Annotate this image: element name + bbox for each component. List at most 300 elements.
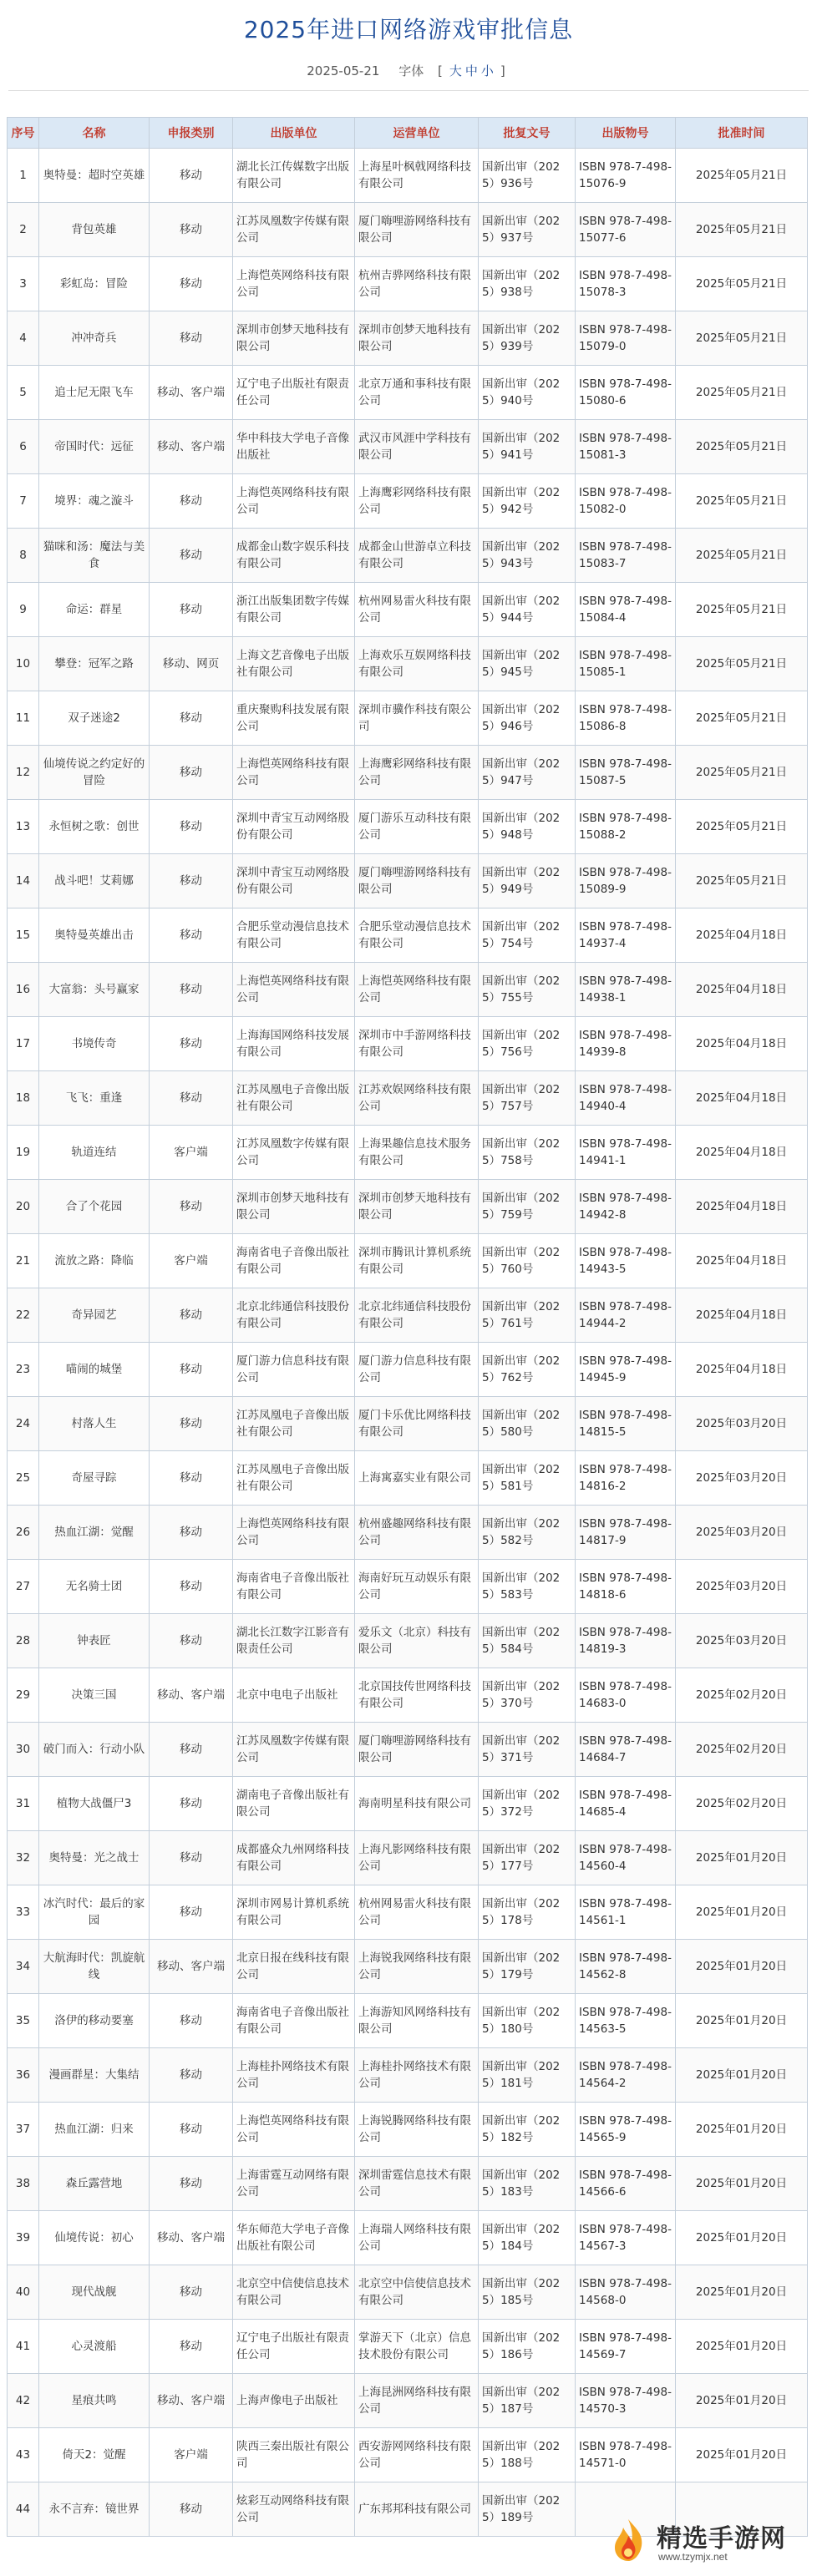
cell-game-name: 背包英雄: [39, 203, 150, 257]
cell-publisher: 北京中电电子出版社: [233, 1668, 355, 1723]
cell-row-number: 27: [8, 1560, 39, 1614]
cell-game-name: 森丘露营地: [39, 2157, 150, 2211]
table-row: [8, 1126, 808, 1180]
cell-game-name: 仙境传说：初心: [39, 2211, 150, 2265]
cell-category: 移动: [150, 474, 233, 529]
cell-isbn: ISBN 978-7-498-14944-2: [576, 1288, 676, 1343]
cell-publisher: 上海恺英网络科技有限公司: [233, 257, 355, 311]
table-row: [8, 1506, 808, 1560]
cell-category: 移动: [150, 746, 233, 800]
cell-approval-number: 国新出审（2025）946号: [479, 691, 576, 746]
cell-approval-number: 国新出审（2025）939号: [479, 311, 576, 366]
cell-approval-number: 国新出审（2025）178号: [479, 1885, 576, 1940]
cell-approval-date: 2025年04月18日: [676, 1234, 808, 1288]
cell-isbn: ISBN 978-7-498-14571-0: [576, 2428, 676, 2482]
cell-approval-date: 2025年05月21日: [676, 854, 808, 908]
cell-category: 移动: [150, 963, 233, 1017]
cell-approval-date: 2025年03月20日: [676, 1451, 808, 1506]
cell-approval-number: 国新出审（2025）580号: [479, 1397, 576, 1451]
cell-operator: 厦门嗨哩游网络科技有限公司: [355, 1723, 479, 1777]
cell-game-name: 流放之路：降临: [39, 1234, 150, 1288]
cell-category: 移动、客户端: [150, 1668, 233, 1723]
cell-approval-number: 国新出审（2025）371号: [479, 1723, 576, 1777]
flame-logo-icon: [605, 2516, 652, 2563]
cell-category: 客户端: [150, 1234, 233, 1288]
table-row: [8, 1723, 808, 1777]
cell-publisher: 成都金山数字娱乐科技有限公司: [233, 529, 355, 583]
cell-category: 移动: [150, 1451, 233, 1506]
cell-approval-number: 国新出审（2025）947号: [479, 746, 576, 800]
cell-row-number: 39: [8, 2211, 39, 2265]
cell-approval-date: 2025年01月20日: [676, 1994, 808, 2048]
cell-category: 移动: [150, 2265, 233, 2320]
cell-operator: 深圳市创梦天地科技有限公司: [355, 1180, 479, 1234]
cell-publisher: 陕西三秦出版社有限公司: [233, 2428, 355, 2482]
cell-category: 移动: [150, 1994, 233, 2048]
cell-isbn: ISBN 978-7-498-15076-9: [576, 149, 676, 203]
table-row: [8, 203, 808, 257]
cell-isbn: ISBN 978-7-498-14818-6: [576, 1560, 676, 1614]
cell-approval-number: 国新出审（2025）184号: [479, 2211, 576, 2265]
cell-approval-number: 国新出审（2025）180号: [479, 1994, 576, 2048]
cell-game-name: 永恒树之歌：创世: [39, 800, 150, 854]
cell-game-name: 帝国时代：远征: [39, 420, 150, 474]
table-row: [8, 2157, 808, 2211]
cell-category: 移动: [150, 908, 233, 963]
cell-row-number: 5: [8, 366, 39, 420]
cell-publisher: 上海恺英网络科技有限公司: [233, 2103, 355, 2157]
cell-operator: 成都金山世游卓立科技有限公司: [355, 529, 479, 583]
cell-game-name: 仙境传说之约定好的冒险: [39, 746, 150, 800]
cell-publisher: 辽宁电子出版社有限责任公司: [233, 366, 355, 420]
cell-approval-date: 2025年04月18日: [676, 1180, 808, 1234]
cell-category: 移动: [150, 149, 233, 203]
cell-isbn: ISBN 978-7-498-14943-5: [576, 1234, 676, 1288]
cell-isbn: ISBN 978-7-498-14685-4: [576, 1777, 676, 1831]
cell-category: 移动: [150, 203, 233, 257]
cell-approval-number: 国新出审（2025）754号: [479, 908, 576, 963]
header-game-name: 名称: [39, 118, 150, 149]
cell-approval-date: 2025年01月20日: [676, 2157, 808, 2211]
cell-game-name: 冰汽时代：最后的家园: [39, 1885, 150, 1940]
cell-row-number: 31: [8, 1777, 39, 1831]
cell-row-number: 32: [8, 1831, 39, 1885]
cell-operator: 北京国技传世网络科技有限公司: [355, 1668, 479, 1723]
cell-publisher: 上海文艺音像电子出版社有限公司: [233, 637, 355, 691]
cell-category: 移动: [150, 691, 233, 746]
cell-game-name: 飞飞：重逢: [39, 1071, 150, 1126]
cell-operator: 上海恺英网络科技有限公司: [355, 963, 479, 1017]
cell-category: 移动: [150, 257, 233, 311]
cell-row-number: 28: [8, 1614, 39, 1668]
cell-row-number: 20: [8, 1180, 39, 1234]
cell-approval-date: 2025年05月21日: [676, 583, 808, 637]
cell-approval-number: 国新出审（2025）941号: [479, 420, 576, 474]
article-meta: [0, 62, 817, 79]
cell-game-name: 现代战舰: [39, 2265, 150, 2320]
cell-category: 移动、客户端: [150, 420, 233, 474]
cell-row-number: 2: [8, 203, 39, 257]
cell-isbn: ISBN 978-7-498-14568-0: [576, 2265, 676, 2320]
cell-game-name: 喵闹的城堡: [39, 1343, 150, 1397]
cell-isbn: ISBN 978-7-498-14562-8: [576, 1940, 676, 1994]
table-row: [8, 2048, 808, 2103]
table-row: [8, 366, 808, 420]
cell-publisher: 北京日报在线科技有限公司: [233, 1940, 355, 1994]
cell-approval-date: 2025年05月21日: [676, 637, 808, 691]
cell-category: 移动、客户端: [150, 1940, 233, 1994]
cell-approval-date: 2025年04月18日: [676, 1288, 808, 1343]
cell-game-name: 合了个花园: [39, 1180, 150, 1234]
cell-game-name: 命运：群星: [39, 583, 150, 637]
cell-row-number: 40: [8, 2265, 39, 2320]
cell-approval-number: 国新出审（2025）761号: [479, 1288, 576, 1343]
cell-publisher: 海南省电子音像出版社有限公司: [233, 1234, 355, 1288]
cell-publisher: 江苏凤凰电子音像出版社有限公司: [233, 1451, 355, 1506]
table-row: [8, 420, 808, 474]
cell-row-number: 36: [8, 2048, 39, 2103]
cell-operator: 北京空中信使信息技术有限公司: [355, 2265, 479, 2320]
cell-publisher: 江苏凤凰数字传媒有限公司: [233, 1723, 355, 1777]
table-row: [8, 963, 808, 1017]
cell-approval-date: 2025年01月20日: [676, 2211, 808, 2265]
cell-approval-number: 国新出审（2025）937号: [479, 203, 576, 257]
cell-row-number: 34: [8, 1940, 39, 1994]
cell-publisher: 北京空中信使信息技术有限公司: [233, 2265, 355, 2320]
cell-operator: 武汉市风涯中学科技有限公司: [355, 420, 479, 474]
cell-game-name: 奥特曼英雄出击: [39, 908, 150, 963]
cell-approval-date: 2025年01月20日: [676, 2320, 808, 2374]
cell-publisher: 上海声像电子出版社: [233, 2374, 355, 2428]
cell-category: 移动: [150, 2048, 233, 2103]
cell-game-name: 战斗吧！艾莉娜: [39, 854, 150, 908]
cell-publisher: 炫彩互动网络科技有限公司: [233, 2482, 355, 2537]
cell-approval-date: 2025年02月20日: [676, 1723, 808, 1777]
cell-approval-number: 国新出审（2025）949号: [479, 854, 576, 908]
cell-operator: 上海欢乐互娱网络科技有限公司: [355, 637, 479, 691]
table-row: [8, 746, 808, 800]
watermark-name: 精选手游网: [657, 2524, 786, 2553]
table-row: [8, 149, 808, 203]
cell-row-number: 6: [8, 420, 39, 474]
cell-operator: 上海鹰彩网络科技有限公司: [355, 474, 479, 529]
cell-approval-number: 国新出审（2025）581号: [479, 1451, 576, 1506]
cell-operator: 西安游网网络科技有限公司: [355, 2428, 479, 2482]
cell-category: 移动: [150, 1723, 233, 1777]
cell-category: 移动: [150, 1506, 233, 1560]
cell-game-name: 植物大战僵尸3: [39, 1777, 150, 1831]
cell-publisher: 上海恺英网络科技有限公司: [233, 963, 355, 1017]
cell-isbn: ISBN 978-7-498-14569-7: [576, 2320, 676, 2374]
cell-publisher: 深圳中青宝互动网络股份有限公司: [233, 800, 355, 854]
cell-category: 移动: [150, 2482, 233, 2537]
table-row: [8, 854, 808, 908]
cell-approval-number: 国新出审（2025）372号: [479, 1777, 576, 1831]
cell-approval-number: 国新出审（2025）755号: [479, 963, 576, 1017]
cell-approval-number: 国新出审（2025）582号: [479, 1506, 576, 1560]
cell-game-name: 彩虹岛：冒险: [39, 257, 150, 311]
cell-row-number: 44: [8, 2482, 39, 2537]
table-row: [8, 1940, 808, 1994]
cell-isbn: ISBN 978-7-498-14938-1: [576, 963, 676, 1017]
cell-game-name: 冲冲奇兵: [39, 311, 150, 366]
cell-game-name: 大富翁：头号赢家: [39, 963, 150, 1017]
table-row: [8, 257, 808, 311]
cell-game-name: 热血江湖：觉醒: [39, 1506, 150, 1560]
cell-approval-date: 2025年01月20日: [676, 1940, 808, 1994]
cell-row-number: 17: [8, 1017, 39, 1071]
cell-isbn: ISBN 978-7-498-15086-8: [576, 691, 676, 746]
cell-isbn: ISBN 978-7-498-14570-3: [576, 2374, 676, 2428]
table-row: [8, 1288, 808, 1343]
cell-row-number: 9: [8, 583, 39, 637]
cell-category: 移动: [150, 1343, 233, 1397]
cell-row-number: 3: [8, 257, 39, 311]
cell-approval-date: 2025年01月20日: [676, 2265, 808, 2320]
cell-operator: 上海游知风网络科技有限公司: [355, 1994, 479, 2048]
cell-approval-number: 国新出审（2025）942号: [479, 474, 576, 529]
cell-approval-number: 国新出审（2025）936号: [479, 149, 576, 203]
cell-game-name: 决策三国: [39, 1668, 150, 1723]
cell-isbn: ISBN 978-7-498-14683-0: [576, 1668, 676, 1723]
table-row: [8, 800, 808, 854]
cell-operator: 深圳市骥作科技有限公司: [355, 691, 479, 746]
cell-publisher: 湖北长江数字江影音有限责任公司: [233, 1614, 355, 1668]
header-category: 申报类别: [150, 118, 233, 149]
cell-game-name: 星痕共鸣: [39, 2374, 150, 2428]
cell-operator: 上海鹰彩网络科技有限公司: [355, 746, 479, 800]
cell-row-number: 24: [8, 1397, 39, 1451]
cell-game-name: 无名骑士团: [39, 1560, 150, 1614]
cell-game-name: 破门而入：行动小队: [39, 1723, 150, 1777]
cell-approval-number: 国新出审（2025）762号: [479, 1343, 576, 1397]
cell-isbn: ISBN 978-7-498-15088-2: [576, 800, 676, 854]
cell-row-number: 33: [8, 1885, 39, 1940]
cell-row-number: 7: [8, 474, 39, 529]
table-row: [8, 1397, 808, 1451]
table-row: [8, 1831, 808, 1885]
cell-operator: 北京北纬通信科技股份有限公司: [355, 1288, 479, 1343]
cell-row-number: 42: [8, 2374, 39, 2428]
table-row: [8, 2320, 808, 2374]
cell-game-name: 奇屋寻踪: [39, 1451, 150, 1506]
cell-approval-date: 2025年04月18日: [676, 1343, 808, 1397]
cell-approval-date: 2025年03月20日: [676, 1560, 808, 1614]
cell-game-name: 奥特曼：超时空英雄: [39, 149, 150, 203]
table-row: [8, 691, 808, 746]
table-row: [8, 1668, 808, 1723]
page-title: 2025年进口网络游戏审批信息: [243, 16, 574, 43]
cell-row-number: 30: [8, 1723, 39, 1777]
table-row: [8, 637, 808, 691]
cell-approval-date: 2025年03月20日: [676, 1614, 808, 1668]
cell-isbn: ISBN 978-7-498-14566-6: [576, 2157, 676, 2211]
cell-operator: 深圳市中手游网络科技有限公司: [355, 1017, 479, 1071]
cell-operator: 海南明星科技有限公司: [355, 1777, 479, 1831]
cell-category: 移动: [150, 2320, 233, 2374]
table-row: [8, 1614, 808, 1668]
cell-category: 移动、客户端: [150, 366, 233, 420]
cell-approval-number: 国新出审（2025）940号: [479, 366, 576, 420]
cell-approval-date: 2025年04月18日: [676, 963, 808, 1017]
cell-operator: 深圳雷霆信息技术有限公司: [355, 2157, 479, 2211]
cell-isbn: ISBN 978-7-498-14560-4: [576, 1831, 676, 1885]
cell-operator: 北京万通和事科技有限公司: [355, 366, 479, 420]
cell-approval-date: 2025年02月20日: [676, 1777, 808, 1831]
font-large-link[interactable]: 大: [449, 63, 462, 78]
header-row-number: 序号: [8, 118, 39, 149]
cell-operator: 上海凡影网络科技有限公司: [355, 1831, 479, 1885]
header-approval-date: 批准时间: [676, 118, 808, 149]
table-row: [8, 1885, 808, 1940]
cell-game-name: 漫画群星：大集结: [39, 2048, 150, 2103]
cell-publisher: 江苏凤凰电子音像出版社有限公司: [233, 1071, 355, 1126]
cell-category: 客户端: [150, 2428, 233, 2482]
table-row: [8, 908, 808, 963]
header-approval-number: 批复文号: [479, 118, 576, 149]
cell-publisher: 深圳市网易计算机系统有限公司: [233, 1885, 355, 1940]
cell-publisher: 江苏凤凰数字传媒有限公司: [233, 203, 355, 257]
cell-approval-number: 国新出审（2025）945号: [479, 637, 576, 691]
cell-approval-number: 国新出审（2025）182号: [479, 2103, 576, 2157]
cell-approval-date: 2025年03月20日: [676, 1397, 808, 1451]
cell-operator: 杭州吉骅网络科技有限公司: [355, 257, 479, 311]
cell-approval-number: 国新出审（2025）177号: [479, 1831, 576, 1885]
cell-row-number: 15: [8, 908, 39, 963]
font-medium-link[interactable]: 中: [464, 63, 478, 78]
header-publisher: 出版单位: [233, 118, 355, 149]
cell-row-number: 8: [8, 529, 39, 583]
table-row: [8, 1777, 808, 1831]
cell-operator: 厦门嗨哩游网络科技有限公司: [355, 203, 479, 257]
table-row: [8, 474, 808, 529]
cell-publisher: 重庆聚购科技发展有限公司: [233, 691, 355, 746]
header-isbn: 出版物号: [576, 118, 676, 149]
cell-category: 移动: [150, 1288, 233, 1343]
cell-approval-date: 2025年05月21日: [676, 203, 808, 257]
cell-approval-number: 国新出审（2025）181号: [479, 2048, 576, 2103]
cell-publisher: 辽宁电子出版社有限责任公司: [233, 2320, 355, 2374]
cell-operator: 上海瑞人网络科技有限公司: [355, 2211, 479, 2265]
font-small-link[interactable]: 小: [480, 63, 494, 78]
cell-operator: 合肥乐堂动漫信息技术有限公司: [355, 908, 479, 963]
cell-operator: 爱乐文（北京）科技有限公司: [355, 1614, 479, 1668]
table-row: [8, 529, 808, 583]
cell-row-number: 23: [8, 1343, 39, 1397]
cell-game-name: 钟表匠: [39, 1614, 150, 1668]
table-header-row: [8, 118, 808, 149]
cell-game-name: 猫咪和汤：魔法与美食: [39, 529, 150, 583]
cell-isbn: ISBN 978-7-498-14940-4: [576, 1071, 676, 1126]
cell-publisher: 上海海国网络科技发展有限公司: [233, 1017, 355, 1071]
table-row: [8, 1180, 808, 1234]
publish-date: 2025-05-21: [307, 63, 380, 78]
cell-operator: 掌游天下（北京）信息技术股份有限公司: [355, 2320, 479, 2374]
cell-approval-date: 2025年04月18日: [676, 908, 808, 963]
cell-category: 移动: [150, 2157, 233, 2211]
cell-approval-date: 2025年04月18日: [676, 1071, 808, 1126]
table-row: [8, 2374, 808, 2428]
cell-operator: 上海昆洲网络科技有限公司: [355, 2374, 479, 2428]
cell-publisher: 北京北纬通信科技股份有限公司: [233, 1288, 355, 1343]
cell-operator: 杭州网易雷火科技有限公司: [355, 1885, 479, 1940]
cell-publisher: 上海恺英网络科技有限公司: [233, 1506, 355, 1560]
cell-row-number: 11: [8, 691, 39, 746]
cell-approval-date: 2025年05月21日: [676, 691, 808, 746]
cell-row-number: 25: [8, 1451, 39, 1506]
cell-category: 移动、客户端: [150, 2374, 233, 2428]
table-row: [8, 2211, 808, 2265]
cell-isbn: ISBN 978-7-498-15089-9: [576, 854, 676, 908]
cell-operator: 厦门嗨哩游网络科技有限公司: [355, 854, 479, 908]
cell-isbn: ISBN 978-7-498-14815-5: [576, 1397, 676, 1451]
table-row: [8, 1071, 808, 1126]
cell-approval-number: 国新出审（2025）186号: [479, 2320, 576, 2374]
cell-approval-number: 国新出审（2025）183号: [479, 2157, 576, 2211]
cell-category: 移动: [150, 800, 233, 854]
cell-game-name: 攀登：冠军之路: [39, 637, 150, 691]
table-row: [8, 1343, 808, 1397]
cell-isbn: ISBN 978-7-498-14564-2: [576, 2048, 676, 2103]
cell-row-number: 16: [8, 963, 39, 1017]
cell-approval-number: 国新出审（2025）944号: [479, 583, 576, 637]
cell-operator: 深圳市创梦天地科技有限公司: [355, 311, 479, 366]
cell-game-name: 轨道连结: [39, 1126, 150, 1180]
cell-approval-date: 2025年02月20日: [676, 1668, 808, 1723]
cell-publisher: 湖南电子音像出版社有限公司: [233, 1777, 355, 1831]
table-row: [8, 1451, 808, 1506]
cell-publisher: 深圳中青宝互动网络股份有限公司: [233, 854, 355, 908]
cell-row-number: 14: [8, 854, 39, 908]
cell-category: 移动: [150, 1777, 233, 1831]
cell-publisher: 海南省电子音像出版社有限公司: [233, 1560, 355, 1614]
cell-game-name: 村落人生: [39, 1397, 150, 1451]
cell-publisher: 浙江出版集团数字传媒有限公司: [233, 583, 355, 637]
cell-row-number: 38: [8, 2157, 39, 2211]
table-row: [8, 1994, 808, 2048]
cell-game-name: 热血江湖：归来: [39, 2103, 150, 2157]
table-row: [8, 311, 808, 366]
cell-game-name: 永不言弃：镜世界: [39, 2482, 150, 2537]
cell-operator: 上海锐腾网络科技有限公司: [355, 2103, 479, 2157]
cell-isbn: ISBN 978-7-498-14567-3: [576, 2211, 676, 2265]
watermark-url: www.tzymjx.net: [658, 2551, 728, 2563]
cell-game-name: 倚天2：觉醒: [39, 2428, 150, 2482]
cell-approval-date: 2025年04月18日: [676, 1126, 808, 1180]
table-row: [8, 1017, 808, 1071]
table-row: [8, 583, 808, 637]
cell-approval-number: 国新出审（2025）757号: [479, 1071, 576, 1126]
cell-isbn: ISBN 978-7-498-14945-9: [576, 1343, 676, 1397]
cell-isbn: ISBN 978-7-498-15084-4: [576, 583, 676, 637]
font-label: 字体: [398, 63, 424, 78]
cell-publisher: 湖北长江传媒数字出版有限公司: [233, 149, 355, 203]
cell-isbn: ISBN 978-7-498-14937-4: [576, 908, 676, 963]
cell-isbn: ISBN 978-7-498-14561-1: [576, 1885, 676, 1940]
cell-approval-date: 2025年05月21日: [676, 257, 808, 311]
cell-category: 移动、网页: [150, 637, 233, 691]
cell-approval-number: 国新出审（2025）583号: [479, 1560, 576, 1614]
cell-game-name: 奥特曼：光之战士: [39, 1831, 150, 1885]
header-operator: 运营单位: [355, 118, 479, 149]
cell-isbn: ISBN 978-7-498-14819-3: [576, 1614, 676, 1668]
font-size-control: 字体 [ 大 中 小 ]: [398, 63, 505, 78]
cell-isbn: ISBN 978-7-498-14817-9: [576, 1506, 676, 1560]
cell-isbn: ISBN 978-7-498-15087-5: [576, 746, 676, 800]
cell-publisher: 上海雷霆互动网络有限公司: [233, 2157, 355, 2211]
cell-publisher: 江苏凤凰电子音像出版社有限公司: [233, 1397, 355, 1451]
cell-publisher: 厦门游力信息科技有限公司: [233, 1343, 355, 1397]
